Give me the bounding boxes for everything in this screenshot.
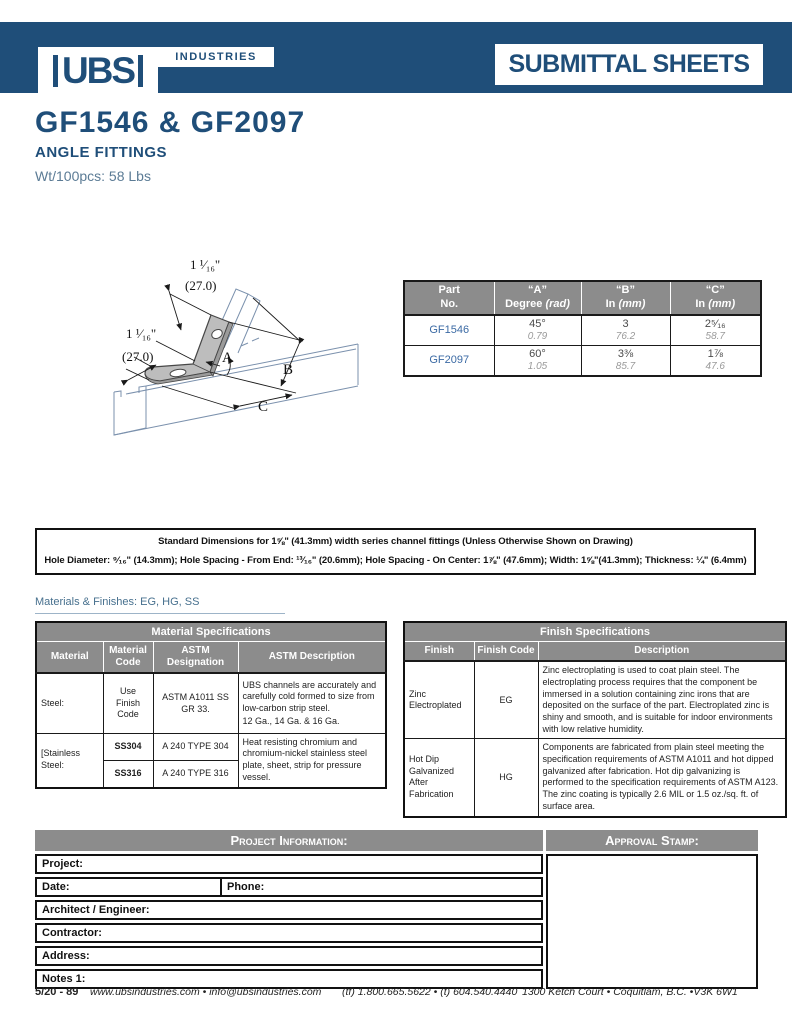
logo-text: UBS	[61, 50, 135, 91]
table-row	[36, 673, 386, 733]
finish-hg-code: HG	[474, 739, 538, 817]
dim-top-mm: (27.0)	[185, 278, 217, 293]
finish-specifications-table	[403, 621, 787, 818]
page-footer	[35, 986, 758, 1002]
b-value: 3⅜	[617, 347, 634, 360]
materials-finishes-note: Materials & Finishes: EG, HG, SS	[35, 596, 200, 608]
finish-eg-description: Zinc electroplating is used to coat plain steel. The electroplating process requires that the component be immersed in a solution containing zinc irons that are deposited on the surface of the part. Electroplated zinc is shiny and smooth, and is suitable for indoor environments with low relative humidity.	[538, 661, 786, 739]
a-value: 60°	[529, 347, 546, 360]
col-finish-code: Finish Code	[474, 642, 538, 662]
angle-fitting-shape	[145, 315, 233, 384]
b-mm-value: 76.2	[615, 330, 636, 342]
table-row	[404, 661, 786, 739]
phone-field[interactable]: Phone:	[220, 877, 543, 897]
dim-left-inches: 1 ¹⁄₁₆"	[126, 326, 157, 341]
finish-table-title: Finish Specifications	[404, 622, 786, 642]
project-information-header: Project Information:	[35, 830, 543, 851]
steel-description: UBS channels are accurately and carefully cold formed to size from low-carbon strip steel. 12 Ga., 14 Ga. & 16 Ga.	[238, 673, 386, 733]
weight-note: Wt/100pcs: 58 Lbs	[35, 168, 151, 184]
steel-code: Use Finish Code	[103, 673, 153, 733]
notes-field[interactable]: Notes 1:	[35, 969, 543, 989]
steel-designation: ASTM A1011 SS GR 33.	[153, 673, 238, 733]
finish-hg-description: Components are fabricated from plain steel meeting the specification requirements of ASTM A1011 and hot dipped galvanized after fabrication. Hot dip galvanizing is performed to the specification requirements of ASTM A123. The zinc coating is typically 2.6 MIL or 1.5 oz./sq. ft. of surface area.	[538, 739, 786, 817]
finish-hg-name: Hot Dip Galvanized After Fabrication	[404, 739, 474, 817]
website-email-link[interactable]: www.ubsindustries.com • info@ubsindustries.com	[90, 986, 322, 998]
finish-eg-name: Zinc Electroplated	[404, 661, 474, 739]
logo-right-bar-icon	[138, 55, 143, 87]
part-number-link[interactable]: GF2097	[404, 345, 494, 376]
col-part-no: Part No.	[404, 281, 494, 315]
col-finish: Finish	[404, 642, 474, 662]
stainless-description: Heat resisting chromium and chromium-nickel stainless steel plate, sheet, strip for pressure vessel.	[238, 733, 386, 787]
label-a: A	[222, 350, 233, 366]
architect-engineer-field[interactable]: Architect / Engineer:	[35, 900, 543, 920]
standard-dimensions-line1: Standard Dimensions for 1⅝" (41.3mm) width series channel fittings (Unless Otherwise Shown on Drawing)	[158, 536, 633, 547]
finish-table-header-row	[404, 642, 786, 662]
document-code: 5/20 - 89	[35, 986, 79, 998]
logo-industries	[158, 47, 274, 67]
company-logo	[38, 47, 158, 94]
technical-drawing	[100, 245, 400, 445]
part-dimensions-table	[403, 280, 762, 377]
dim-top-inches: 1 ¹⁄₁₆"	[190, 257, 221, 272]
col-material-code: Material Code	[103, 642, 153, 674]
material-steel: Steel:	[36, 673, 103, 733]
material-stainless: [Stainless Steel:	[36, 733, 103, 787]
ss316-designation: A 240 TYPE 316	[153, 760, 238, 787]
c-value: 1⅞	[707, 347, 723, 360]
approval-stamp-area	[546, 854, 758, 989]
material-specifications-table	[35, 621, 387, 789]
ss304-code: SS304	[103, 733, 153, 760]
c-mm-value: 58.7	[705, 330, 725, 342]
standard-dimensions-line2: Hole Diameter: ⁹⁄₁₆" (14.3mm); Hole Spacing - From End: ¹³⁄₁₆" (20.6mm); Hole Spacing - On Center: 1⅞" (47.6mm); Width: 1⅝"(41.3mm); Thickness: ¼" (6.4mm)	[44, 555, 747, 566]
col-b-in: “B” In (mm)	[581, 281, 670, 315]
col-c-in: “C” In (mm)	[670, 281, 761, 315]
part-table-header-row	[404, 281, 761, 315]
material-table-title: Material Specifications	[36, 622, 386, 642]
c-mm-value: 47.6	[705, 360, 725, 372]
address-field[interactable]: Address:	[35, 946, 543, 966]
finish-eg-code: EG	[474, 661, 538, 739]
label-b: B	[283, 362, 294, 378]
b-value: 3	[622, 317, 629, 330]
company-address: 1300 Ketch Court • Coquitlam, B.C. •V3K 6W1	[522, 986, 738, 998]
b-mm-value: 85.7	[615, 360, 636, 372]
table-row	[404, 345, 761, 376]
col-astm-designation: ASTM Designation	[153, 642, 238, 674]
dim-left-mm: (27.0)	[122, 349, 154, 364]
a-rad-value: 0.79	[527, 330, 548, 342]
contractor-field[interactable]: Contractor:	[35, 923, 543, 943]
project-information-section	[35, 830, 758, 985]
a-rad-value: 1.05	[527, 360, 548, 372]
label-c: C	[258, 399, 269, 415]
page-title: GF1546 & GF2097	[35, 106, 306, 139]
materials-finishes-rule	[35, 613, 285, 614]
c-value: 2⁵⁄₁₆	[704, 317, 726, 330]
col-description: Description	[538, 642, 786, 662]
table-row	[404, 739, 786, 817]
a-value: 45°	[529, 317, 546, 330]
logo-industries-text: INDUSTRIES	[175, 51, 257, 63]
col-a-degree: “A” Degree (rad)	[494, 281, 581, 315]
part-number-link[interactable]: GF1546	[404, 315, 494, 346]
page-subtitle: ANGLE FITTINGS	[35, 144, 167, 161]
material-table-header-row	[36, 642, 386, 674]
approval-stamp-header: Approval Stamp:	[546, 830, 758, 851]
submittal-sheets-text: SUBMITTAL SHEETS	[508, 50, 750, 78]
ss304-designation: A 240 TYPE 304	[153, 733, 238, 760]
phone-numbers: (tf) 1.800.665.5622 • (t) 604.540.4440	[342, 986, 518, 998]
ss316-code: SS316	[103, 760, 153, 787]
standard-dimensions-box	[35, 528, 756, 575]
col-astm-description: ASTM Description	[238, 642, 386, 674]
title-block	[35, 106, 305, 184]
logo-left-bar-icon	[53, 55, 58, 87]
date-field[interactable]: Date:	[35, 877, 222, 897]
table-row	[404, 315, 761, 346]
col-material: Material	[36, 642, 103, 674]
table-row	[36, 733, 386, 760]
submittal-sheets-banner	[495, 44, 763, 85]
project-field[interactable]: Project:	[35, 854, 543, 874]
